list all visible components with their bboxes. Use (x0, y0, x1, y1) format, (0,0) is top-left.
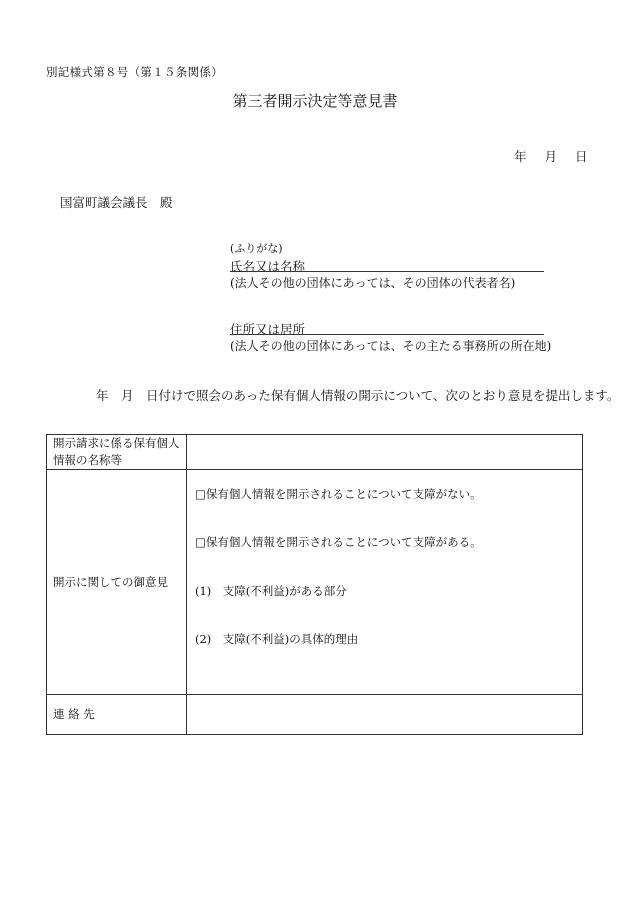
document-title: 第三者開示決定等意見書 (232, 92, 398, 110)
date-line (514, 147, 588, 165)
table-row (47, 470, 583, 695)
body-text: 年 月 日付けで照会のあった保有個人情報の開示について、次のとおり意見を提出します。 (96, 388, 620, 403)
form-number: 別記様式第８号（第１５条関係） (46, 65, 223, 79)
addressee: 国富町議会議長 殿 (60, 195, 173, 210)
furigana-label: (ふりがな) (230, 242, 283, 255)
contact-field[interactable] (187, 695, 583, 735)
date-year: 年 (514, 149, 527, 164)
objection-reason: (2) 支障(不利益)の具体的理由 (195, 632, 359, 646)
date-day: 日 (575, 149, 588, 164)
address-note: (法人その他の団体にあっては、その主たる事務所の所在地) (230, 339, 552, 353)
table-row (47, 435, 583, 470)
option-no-objection[interactable]: □保有個人情報を開示されることについて支障がない。 (195, 487, 482, 501)
name-field[interactable] (230, 271, 544, 272)
option-objection[interactable]: □保有個人情報を開示されることについて支障がある。 (195, 535, 482, 549)
opinion-table (46, 434, 583, 735)
objection-part: (1) 支障(不利益)がある部分 (195, 584, 347, 598)
info-name-label: 開示請求に係る保有個人情報の名称等 (47, 435, 187, 470)
date-month: 月 (544, 149, 558, 164)
name-note: (法人その他の団体にあっては、その団体の代表者名) (230, 276, 516, 290)
table-row (47, 695, 583, 735)
opinion-cell (187, 470, 583, 695)
info-name-field[interactable] (187, 435, 583, 470)
contact-label: 連 絡 先 (47, 695, 187, 735)
address-label: 住所又は居所 (230, 322, 306, 337)
name-label: 氏名又は名称 (230, 259, 306, 274)
opinion-label: 開示に関しての御意見 (47, 470, 187, 695)
address-field[interactable] (230, 334, 544, 335)
